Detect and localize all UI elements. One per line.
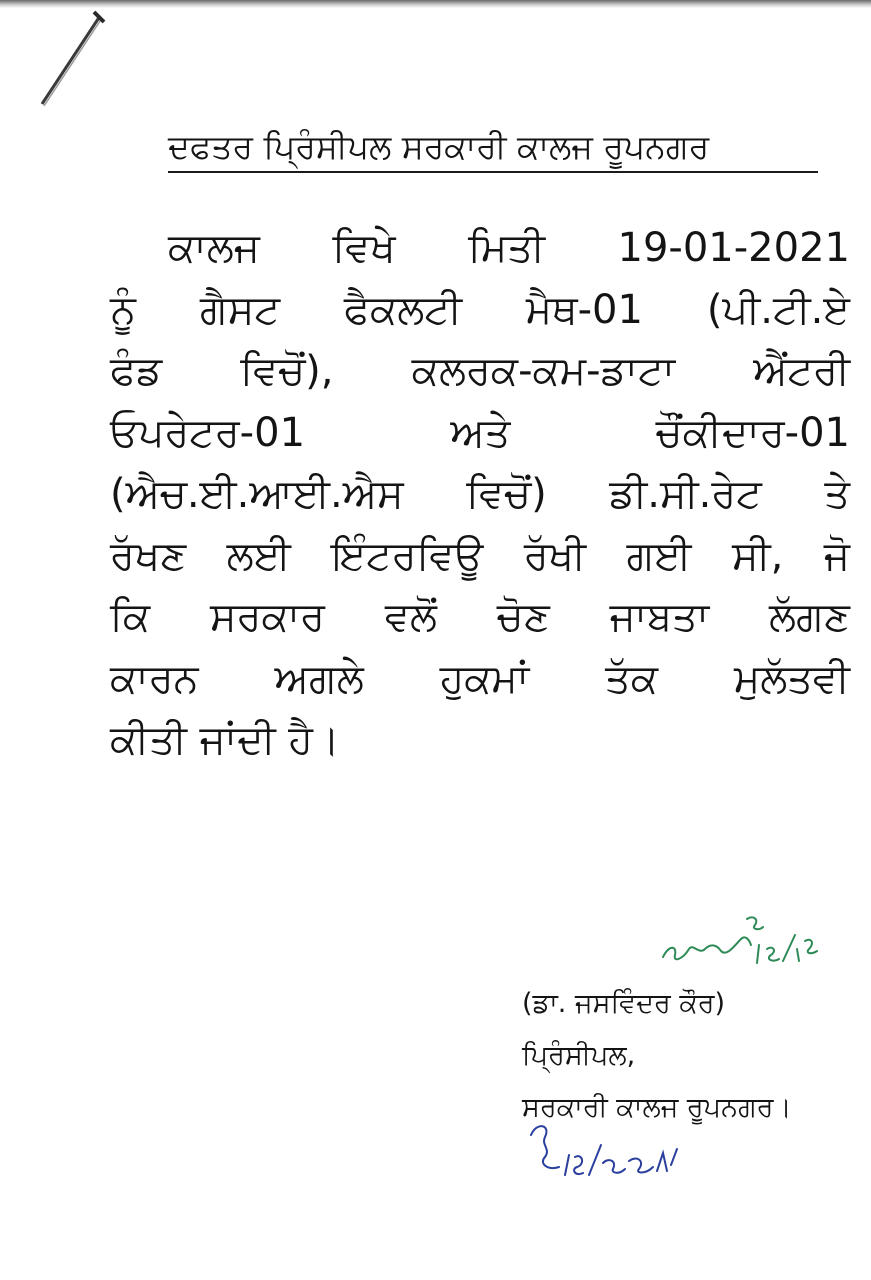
body-line-1 [110, 218, 850, 280]
body-word: ਜੋ [823, 532, 850, 579]
body-word: ਵਿਚੋਂ), [240, 348, 334, 394]
body-word: ਸੀ, [731, 532, 784, 579]
body-word: ਲਈ [226, 532, 291, 579]
body-word: ਐਂਟਰੀ [753, 348, 850, 394]
body-word: ਵਲੋਂ [384, 594, 437, 640]
body-word: ਚੋਣ [496, 594, 550, 640]
principal-designation: ਪ੍ਰਿੰਸੀਪਲ, [522, 1040, 636, 1071]
body-line-5 [110, 464, 850, 526]
body-word: (ਐਚ.ਈ.ਆਈ.ਐਸ [110, 471, 404, 517]
office-heading: ਦਫਤਰ ਪ੍ਰਿੰਸੀਪਲ ਸਰਕਾਰੀ ਕਾਲਜ ਰੂਪਨਗਰ [168, 125, 818, 173]
signature-block [522, 978, 792, 1134]
page-top-edge [0, 0, 871, 8]
principal-name: (ਡਾ. ਜਸਵਿੰਦਰ ਕੌਰ) [522, 988, 726, 1019]
body-line-4 [110, 403, 850, 465]
body-word: ਕਲਰਕ-ਕਮ-ਡਾਟਾ [411, 348, 676, 394]
body-word: ਮੁਲੱਤਵੀ [733, 655, 850, 702]
body-word: ਕਿ [110, 594, 151, 640]
body-word: ਤੱਕ [605, 655, 658, 702]
body-line-9 [110, 710, 850, 772]
body-word: ਡੀ.ਸੀ.ਰੇਟ [609, 471, 762, 517]
body-word: ਨੂੰ [110, 286, 136, 333]
body-word: ਓਪਰੇਟਰ-01 [110, 409, 306, 456]
body-word: ਵਿਖੇ [332, 225, 396, 271]
body-word: ਸਰਕਾਰ [210, 594, 325, 640]
body-line-3 [110, 341, 850, 403]
institution-name: ਸਰਕਾਰੀ ਕਾਲਜ ਰੂਪਨਗਰ। [522, 1092, 792, 1123]
body-word: ਕਾਲਜ [168, 225, 260, 271]
body-word: ਅਗਲੇ [274, 655, 364, 702]
notice-date: 19-01-2021 [617, 225, 850, 271]
body-word: ਅਤੇ [450, 409, 511, 456]
body-word: ਰੱਖੀ [523, 532, 587, 579]
body-word: ਵਿਚੋਂ) [466, 471, 547, 517]
body-word: ਗੈਸਟ [199, 286, 281, 333]
body-word: ਚੌਂਕੀਦਾਰ-01 [655, 409, 850, 456]
body-word: ਫੰਡ [110, 348, 163, 394]
handwritten-initial-green [655, 905, 825, 975]
body-line-2 [110, 280, 850, 342]
body-word: ਮੈਥ-01 [525, 286, 643, 333]
body-word: ਕਾਰਨ [110, 655, 199, 702]
body-word: ਇੰਟਰਵਿਊ [331, 532, 484, 579]
body-word: ਕੀਤੀ ਜਾਂਦੀ ਹੈ। [110, 717, 340, 763]
body-word: ਰੱਖਣ [110, 532, 187, 579]
body-word: ਗਈ [626, 532, 692, 579]
handwritten-signature-blue [525, 1115, 695, 1185]
body-word: ਲੱਗਣ [769, 594, 850, 640]
body-word: ਜਾਬਤਾ [609, 594, 710, 640]
body-line-6 [110, 526, 850, 588]
body-word: ਹੁਕਮਾਂ [439, 655, 530, 702]
body-word: ਮਿਤੀ [468, 225, 546, 271]
staple-mark [30, 10, 110, 110]
body-line-7 [110, 587, 850, 649]
body-word: ਫੈਕਲਟੀ [343, 286, 463, 333]
body-line-8 [110, 649, 850, 711]
notice-body [110, 218, 850, 772]
body-word: (ਪੀ.ਟੀ.ਏ [706, 286, 850, 333]
body-word: ਤੇ [824, 471, 850, 517]
